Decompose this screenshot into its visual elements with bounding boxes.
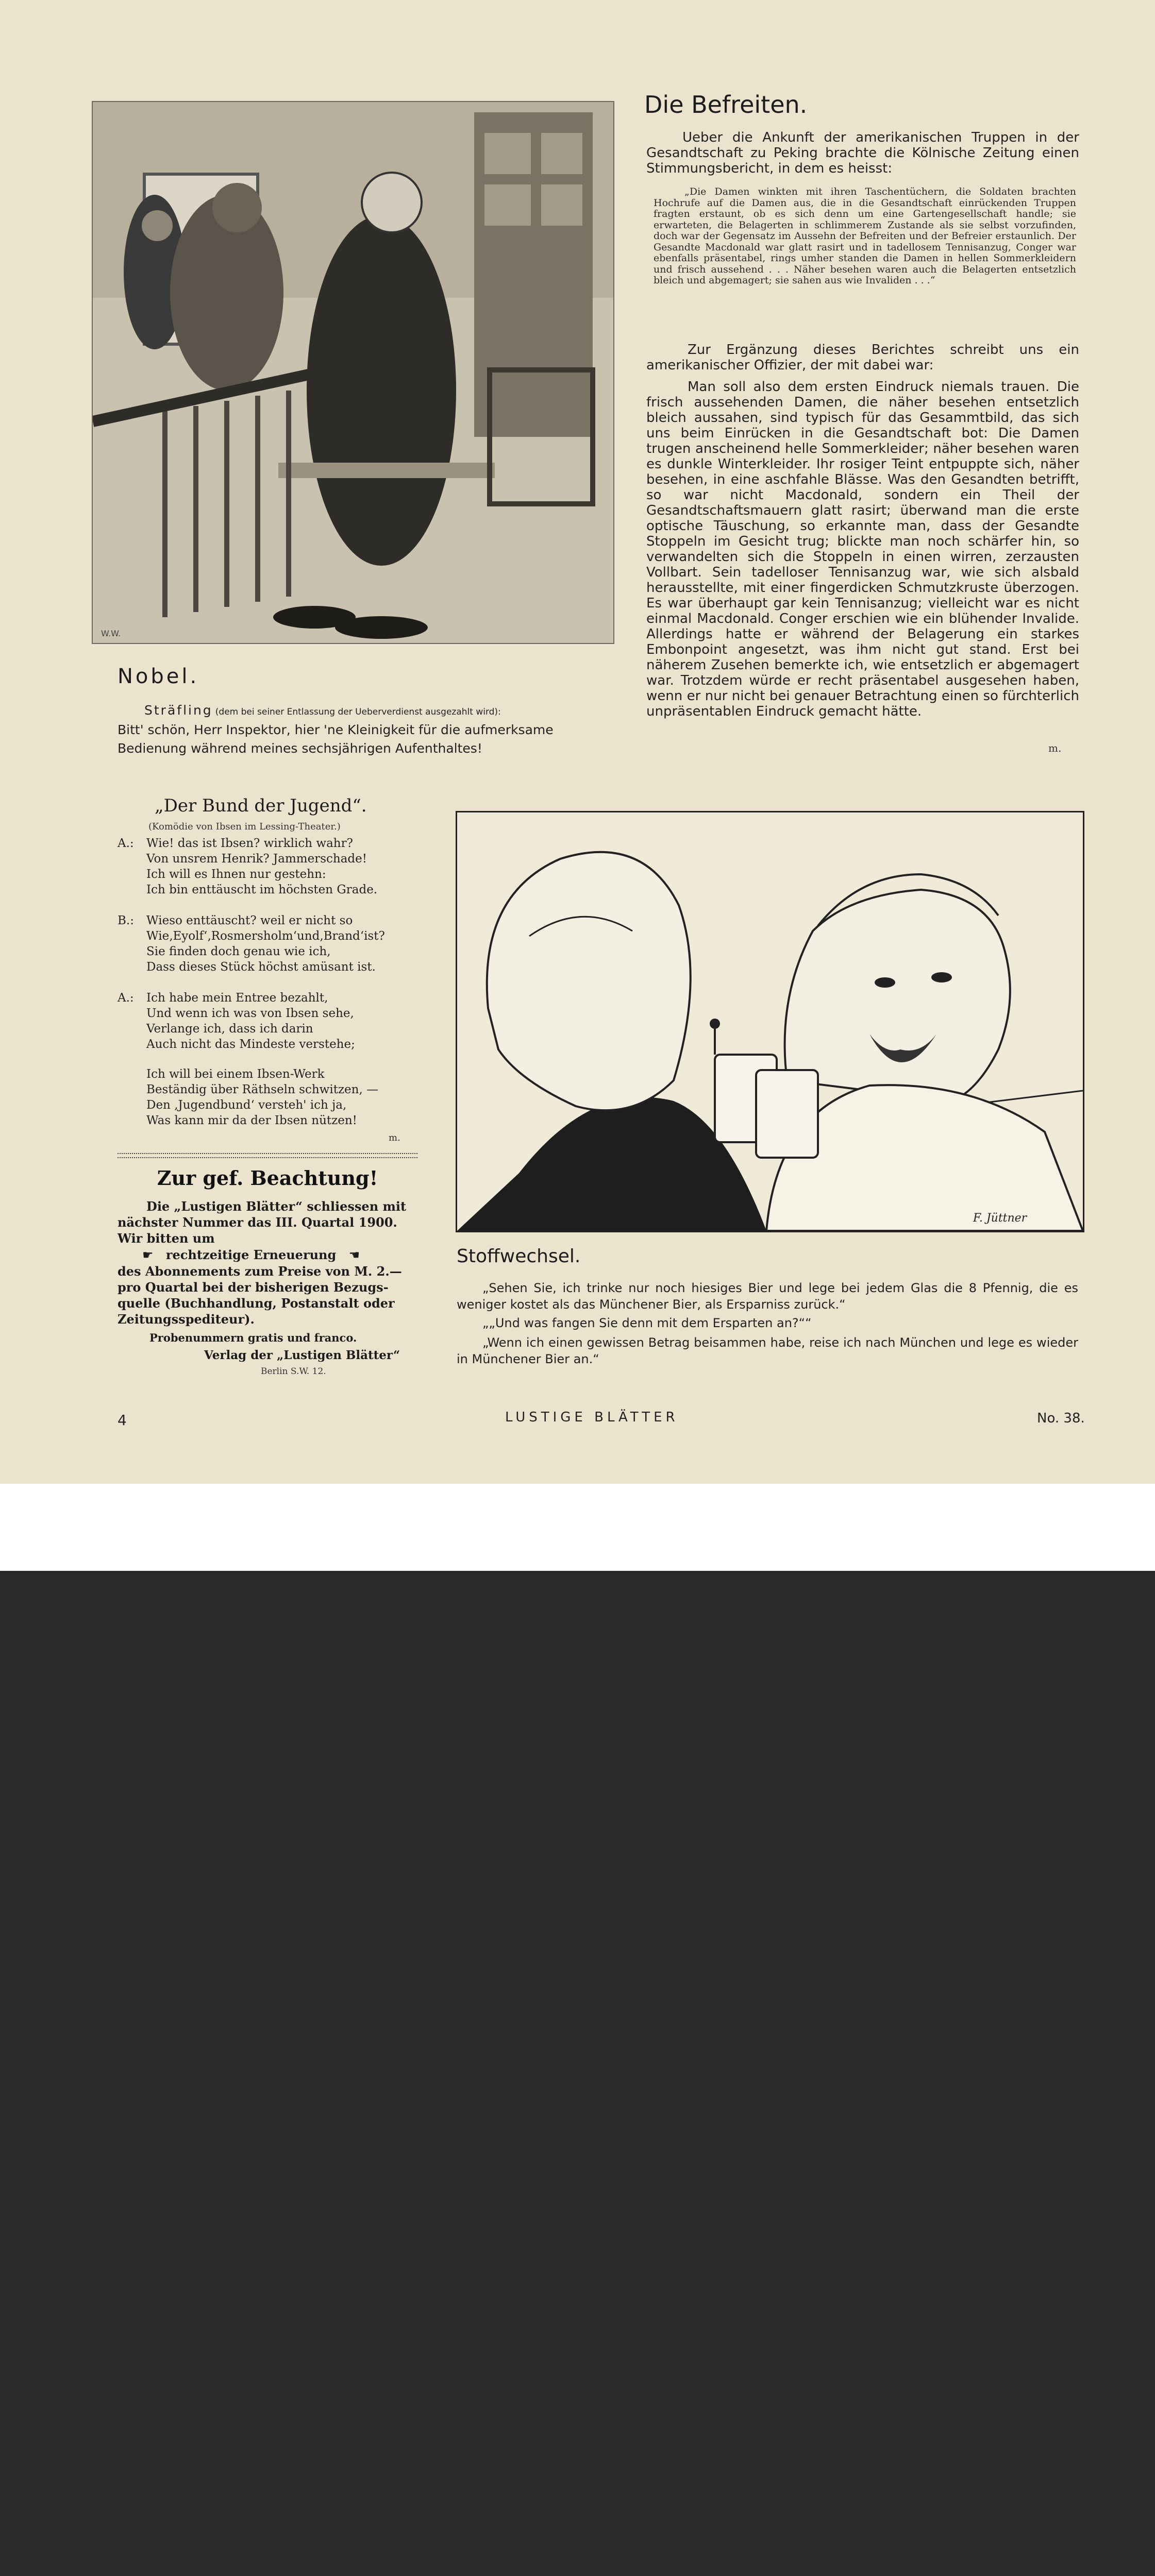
bund-signature: m.: [389, 1132, 400, 1143]
notice-title: Zur gef. Beachtung!: [157, 1166, 378, 1190]
stoffwechsel-artist-signature: F. Jüttner: [973, 1212, 1027, 1225]
befreiten-title: Die Befreiten.: [644, 91, 808, 118]
issue-number: No. 38.: [1037, 1411, 1085, 1426]
magazine-name: LUSTIGE BLÄTTER: [505, 1410, 679, 1425]
notice-line-11: Berlin S.W. 12.: [261, 1366, 326, 1377]
befreiten-quote: „Die Damen winkten mit ihren Taschentüchern, die Soldaten brachten Hochrufe auf die Damen aus, die in die Gesandtschaft einrückenden Truppen fragten erstaunt, ob es sich denn um eine Gartengesellschaft handle; sie erwarteten, die Belagerten in schlimmerem Zustande als sie selbst vorzufinden, doch war der Gegensatz im Aussehn der Befreiten und der Befreier erstaunlich. Der Gesandte Macdonald war glatt rasirt und in tadellosem Tennisanzug, Conger war ebenfalls präsentabel, rings umher standen die Damen in hellen Sommerkleidern und frisch aussehend . . . Näher besehen waren auch die Belagerten entsetzlich bleich und abgemagert; sie sahen aus wie Invaliden . . .“: [654, 186, 1076, 286]
pointing-hand-left-icon: ☚: [348, 1248, 360, 1262]
bund-subtitle: (Komödie von Ibsen im Lessing-Theater.): [148, 821, 341, 832]
nobel-speaker: Sträfling: [144, 703, 213, 718]
befreiten-signature: m.: [1048, 742, 1062, 754]
stoffwechsel-p2: „„Und was fangen Sie denn mit dem Ersparten an?““: [482, 1316, 812, 1330]
nobel-stage-direction: (dem bei seiner Entlassung der Ueberverdienst ausgezahlt wird):: [215, 707, 501, 717]
bund-title: „Der Bund der Jugend“.: [155, 795, 367, 816]
notice-line-8: Zeitungsspediteur).: [118, 1312, 255, 1327]
stoffwechsel-p1: „Sehen Sie, ich trinke nur noch hiesiges Bier und lege bei jedem Glas die 8 Pfennig, die es weniger kostet als das Münchener Bier, als Ersparniss zurück.“: [457, 1281, 1078, 1312]
section-divider: [118, 1153, 417, 1158]
notice-renewal-row: [142, 1247, 360, 1263]
befreiten-intro: Ueber die Ankunft der amerikanischen Truppen in der Gesandtschaft zu Peking brachte die Kölnische Zeitung einen Stimmungsbericht, in dem es heisst:: [646, 130, 1079, 176]
befreiten-para3: Man soll also dem ersten Eindruck niemals trauen. Die frisch aussehenden Damen, die näher besehen entsetzlich bleich aussahen, sind typisch für das Gesammtbild, das sich uns beim Einrücken in die Gesandtschaft bot: Die Damen trugen anscheinend helle Sommerkleider; näher besehen waren es dunkle Winterkleider. Ihr rosiger Teint entpuppte sich, näher besehen, in eine aschfahle Blässe. Was den Gesandten betrifft, so war nicht Macdonald, sondern ein Theil der Gesandtschaftsmauern glatt rasirt; überwand man die erste optische Täuschung, so erkannte man, dass der Gesandte Stoppeln im Gesicht trug; blickte man noch schärfer hin, so verwandelten sich die Stoppeln in einen wirren, zerzausten Vollbart. Sein tadelloser Tennisanzug war, wie sich alsbald herausstellte, mit einer fingerdicken Schmutzkruste überzogen. Es war überhaupt gar kein Tennisanzug; vielleicht war es nicht einmal Macdonald. Conger erschien wie ein blühender Invalide. Allerdings hatte er während der Belagerung ein starkes Embonpoint angesetzt, was ihm nicht gut stand. Erst bei näherem Zusehen bemerkte ich, wie entsetzlich er abgemagert war. Trotzdem würde er recht präsentabel ausgesehen haben, wenn er nur nicht bei genauer Betrachtung einen so fürchterlich unpräsentablen Eindruck gemacht hätte.: [646, 379, 1079, 719]
stanza-lines: Ich will bei einem Ibsen-Werk Beständig über Räthseln schwitzen, — Den ‚Jugendbund‘ versteh' ich ja, Was kann mir da der Ibsen nützen!: [146, 1067, 379, 1127]
nobel-line-2: Bedienung während meines sechsjährigen Aufenthaltes!: [118, 741, 482, 756]
stoffwechsel-illustration: [456, 811, 1084, 1232]
stanza-speaker: A.:: [118, 991, 134, 1005]
notice-line-2: nächster Nummer das III. Quartal 1900.: [118, 1215, 397, 1230]
notice-line-5: des Abonnements zum Preise von M. 2.—: [118, 1264, 402, 1279]
notice-line-9: Probenummern gratis und franco.: [149, 1331, 357, 1344]
stoffwechsel-p3: „Wenn ich einen gewissen Betrag beisammen habe, reise ich nach München und lege es wieder in Münchener Bier an.“: [457, 1335, 1078, 1366]
notice-line-10: Verlag der „Lustigen Blätter“: [204, 1348, 400, 1362]
notice-line-6: pro Quartal bei der bisherigen Bezugs-: [118, 1280, 389, 1295]
stanza-lines: Wieso enttäuscht? weil er nicht so Wie‚Eyolf‘‚Rosmersholm‘und‚Brand‘ist? Sie finden doch genau wie ich, Dass dieses Stück höchst amüsant ist.: [146, 914, 385, 974]
stanza-speaker: B.:: [118, 914, 134, 927]
stoffwechsel-title: Stoffwechsel.: [457, 1246, 581, 1267]
nobel-caption-header: [144, 703, 624, 718]
notice-line-7: quelle (Buchhandlung, Postanstalt oder: [118, 1296, 395, 1311]
pointing-hand-right-icon: ☛: [142, 1248, 154, 1262]
page-number: 4: [118, 1412, 127, 1429]
notice-line-1: Die „Lustigen Blätter“ schliessen mit: [146, 1199, 407, 1214]
stanza-lines: Ich habe mein Entree bezahlt, Und wenn ich was von Ibsen sehe, Verlange ich, dass ich darin Auch nicht das Mindeste verstehe;: [146, 991, 355, 1051]
nobel-illustration: [92, 101, 614, 644]
notice-renewal: rechtzeitige Erneuerung: [165, 1247, 337, 1262]
nobel-drawing: [93, 102, 613, 643]
nobel-line-1: Bitt' schön, Herr Inspektor, hier 'ne Kleinigkeit für die aufmerksame: [118, 722, 554, 737]
befreiten-para2: Zur Ergänzung dieses Berichtes schreibt uns ein amerikanischer Offizier, der mit dabei war:: [646, 342, 1079, 373]
nobel-title: Nobel.: [118, 665, 199, 688]
library-footer: [0, 1484, 1155, 1571]
stoffwechsel-drawing: [457, 812, 1083, 1231]
stanza-lines: Wie! das ist Ibsen? wirklich wahr? Von unsrem Henrik? Jammerschade! Ich will es Ihnen nur gestehn: Ich bin enttäuscht im höchsten Grade.: [146, 837, 378, 896]
stanza-speaker: A.:: [118, 837, 134, 850]
notice-line-3: Wir bitten um: [118, 1231, 215, 1246]
nobel-artist-signature: W.W.: [101, 629, 121, 638]
